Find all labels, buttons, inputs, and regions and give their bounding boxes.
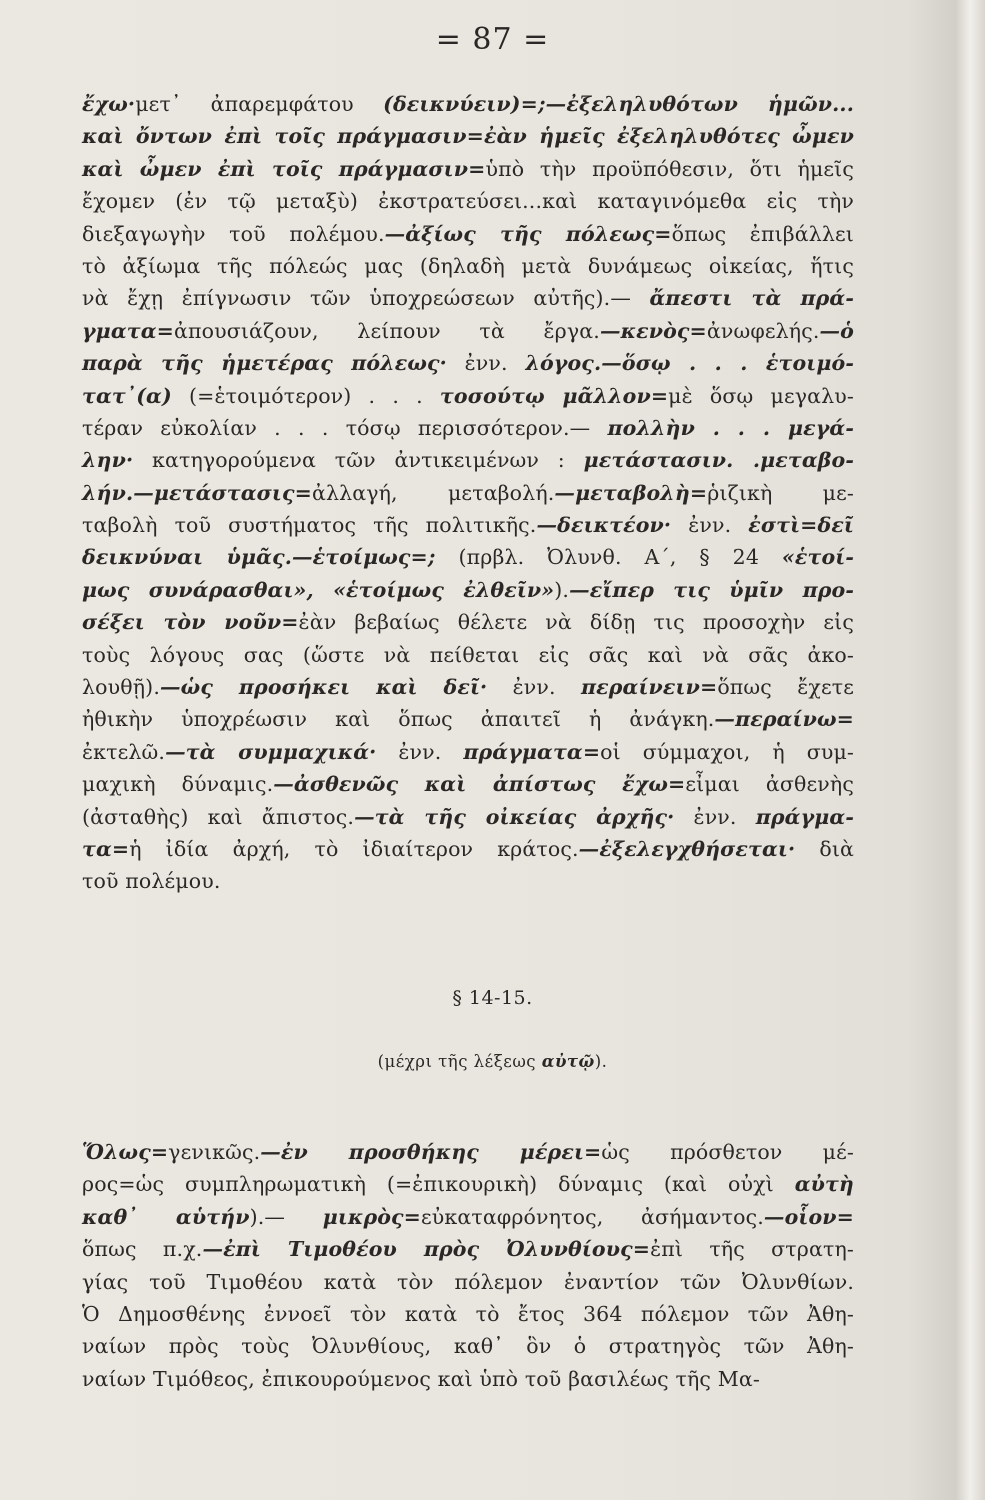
text-line [82, 1330, 854, 1362]
lemma-term: (δεικνύειν)=;—ἐξεληλυθότων ἡμῶν... [383, 92, 854, 116]
lemma-term: «ἑτοί- [781, 545, 854, 570]
text-line [82, 833, 854, 865]
text-line [82, 1266, 854, 1298]
text-line [82, 639, 854, 671]
lemma-term: —ἀξίως τῆς πόλεως= [384, 221, 672, 246]
gloss-text: λουθῇ). [82, 675, 160, 700]
text-line [82, 250, 854, 282]
gloss-text: τὸ ἀξίωμα τῆς πόλεώς μας (δηλαδὴ μετὰ δυνάμεως οἰκείας, ἥτις [82, 253, 854, 278]
gloss-text: Ὁ Δημοσθένης ἐννοεῖ τὸν κατὰ τὸ ἔτος 364 πόλεμον τῶν Ἀθη- [82, 1301, 854, 1326]
gloss-text: ὅπως ἐπιβάλλει [671, 221, 854, 246]
lemma-term: γματα= [82, 318, 174, 343]
gloss-text: ἐὰν βεβαίως θέλετε νὰ δίδῃ τις προσοχὴν εἰς [298, 610, 854, 635]
text-line [82, 1363, 854, 1395]
gloss-text: ὅπως ἔχετε [717, 675, 854, 700]
text-line [82, 1168, 854, 1200]
text-line [82, 120, 854, 152]
lemma-term: —μεταβολὴ= [554, 480, 708, 505]
lemma-term: —ἐξελεγχθήσεται· [578, 836, 796, 861]
lemma-term: πράγματα= [463, 739, 601, 764]
gloss-text: ). [554, 577, 570, 602]
lemma-term: μετάστασιν. .μεταβο- [583, 448, 854, 473]
lemma-term: λόγος.—ὅσῳ . . . ἑτοιμό- [525, 351, 855, 376]
text-line [82, 541, 854, 573]
lemma-term: καθ᾽ αὑτήν [82, 1204, 250, 1229]
page-number: = 87 = [435, 22, 550, 57]
gloss-text: ὅπως π.χ. [82, 1237, 203, 1262]
lemma-term: —εἴπερ τις ὑμῖν προ- [569, 577, 854, 602]
lemma-term: παρὰ τῆς ἡμετέρας πόλεως· [82, 351, 447, 376]
lemma-term: ἄπεστι τὰ πρά- [649, 286, 855, 311]
text-line [82, 1298, 854, 1330]
gloss-text: ῥιζικὴ με- [707, 480, 854, 505]
gloss-text: τοὺς λόγους σας (ὥστε νὰ πείθεται εἰς σᾶς καὶ νὰ σᾶς ἀκο- [82, 642, 854, 667]
text-line [82, 477, 854, 509]
gloss-text: ναίων Τιμόθεος, ἐπικουρούμενος καὶ ὑπὸ τοῦ βασιλέως τῆς Μα- [82, 1366, 760, 1391]
lemma-term: σέξει τὸν νοῦν= [82, 610, 299, 635]
gloss-text: ἐνν. [446, 351, 526, 376]
gloss-text: ρος=ὡς συμπληρωματικὴ (=ἐπικουρικὴ) δύναμις (καὶ οὐχὶ [82, 1172, 795, 1197]
text-line [82, 1201, 854, 1233]
lemma-term: —κενὸς= [599, 318, 707, 343]
lemma-term: ἔχω· [82, 92, 136, 116]
commentary-paragraph-2 [82, 1136, 854, 1395]
lemma-term: μικρὸς= [322, 1204, 422, 1229]
gloss-text: (ἀσταθὴς) καὶ ἄπιστος. [82, 804, 355, 829]
lemma-term: λήν.—μετάστασις= [82, 480, 312, 505]
lemma-term: τατ᾽(α) [82, 383, 172, 408]
text-line [82, 347, 854, 379]
gloss-text: ἠθικὴν ὑποχρέωσιν καὶ ὅπως ἀπαιτεῖ ἡ ἀνάγκη. [82, 707, 715, 732]
text-line [82, 444, 854, 476]
text-line [82, 736, 854, 768]
section-subtitle-keyword: αὐτῷ [541, 1052, 595, 1071]
lemma-term: —τὰ συμμαχικά· [165, 739, 377, 764]
text-line [82, 185, 854, 217]
commentary-paragraph-1 [82, 88, 854, 898]
gloss-text: μαχικὴ δύναμις. [82, 772, 274, 797]
text-line [82, 1136, 854, 1168]
gloss-text: κατηγορούμενα τῶν ἀντικειμένων : [133, 448, 584, 473]
section-subtitle-post: ). [594, 1052, 608, 1071]
gloss-text: (πρβλ. Ὀλυνθ. Α΄, § 24 [435, 545, 782, 570]
lemma-term: τοσούτῳ μᾶλλον= [439, 383, 669, 408]
lemma-term: καὶ ὦμεν ἐπὶ τοῖς πράγμασιν= [82, 156, 486, 181]
gloss-text: ἐνν. [671, 513, 749, 538]
text-line [82, 671, 854, 703]
lemma-term: μως συνάρασθαι», «ἑτοίμως ἐλθεῖν» [82, 577, 555, 602]
section-subtitle-pre: (μέχρι τῆς λέξεως [377, 1052, 542, 1071]
text-line [82, 282, 854, 314]
lemma-term: —περαίνω= [714, 707, 854, 732]
gloss-text: ὡς πρόσθετον μέ- [601, 1140, 854, 1164]
gloss-text: εὐκαταφρόνητος, ἀσήμαντος. [421, 1204, 764, 1229]
gloss-text: ἀπουσιάζουν, λείπουν τὰ ἔργα. [173, 318, 600, 343]
lemma-term: —ὡς προσήκει καὶ δεῖ· [160, 675, 488, 700]
gloss-text: (=ἑτοιμότερον) . . . [171, 383, 440, 408]
lemma-term: Ὅλως= [82, 1140, 169, 1164]
gloss-text: ἐκτελῶ. [82, 739, 166, 764]
gloss-text: ἀλλαγή, μεταβολή. [311, 480, 555, 505]
gloss-text: εἶμαι ἀσθενὴς [685, 772, 854, 797]
text-line [82, 606, 854, 638]
lemma-term: πολλὴν . . . μεγά- [607, 415, 854, 440]
text-line [82, 768, 854, 800]
gloss-text: τοῦ πολέμου. [82, 869, 221, 894]
gloss-text: ἐπὶ τῆς στρατη- [650, 1237, 854, 1262]
text-line [82, 153, 854, 185]
lemma-term: —ἀσθενῶς καὶ ἀπίστως ἔχω= [273, 772, 686, 797]
gloss-text: μὲ ὅσῳ μεγαλυ- [668, 383, 854, 408]
gloss-text: νὰ ἔχῃ ἐπίγνωσιν τῶν ὑποχρεώσεων αὐτῆς).— [82, 286, 650, 311]
gloss-text: τέραν εὐκολίαν . . . τόσῳ περισσότερον.— [82, 415, 608, 440]
lemma-term: πράγμα- [755, 804, 854, 829]
section-title: § 14-15. [452, 987, 533, 1009]
text-line [82, 412, 854, 444]
section-subtitle [0, 1052, 985, 1071]
gloss-text: ταβολὴ τοῦ συστήματος τῆς πολιτικῆς. [82, 513, 537, 538]
text-line [82, 509, 854, 541]
lemma-term: —δεικτέον· [536, 513, 672, 538]
gloss-text: ἔχομεν (ἐν τῷ μεταξὺ) ἐκστρατεύσει...καὶ καταγινόμεθα εἰς τὴν [82, 189, 854, 214]
gloss-text: γίας τοῦ Τιμοθέου κατὰ τὸν πόλεμον ἐναντίον τῶν Ὀλυνθίων. [82, 1269, 854, 1294]
gloss-text: ναίων πρὸς τοὺς Ὀλυνθίους, καθ᾽ ὃν ὁ στρατηγὸς τῶν Ἀθη- [82, 1334, 854, 1359]
lemma-term: καὶ ὄντων ἐπὶ τοῖς πράγμασιν=ἐὰν ἡμεῖς ἐξεληλυθότες ὦμεν [82, 124, 854, 149]
lemma-term: —ἐπὶ Τιμοθέου πρὸς Ὀλυνθίους= [202, 1237, 651, 1262]
text-line [82, 88, 854, 120]
text-line [82, 865, 854, 897]
lemma-term: —τὰ τῆς οἰκείας ἀρχῆς· [354, 804, 675, 829]
gloss-text: ἡ ἰδία ἀρχή, τὸ ἰδιαίτερον κράτος. [129, 836, 579, 861]
gloss-text: μετ᾽ ἀπαρεμφάτου [135, 92, 384, 116]
lemma-term: περαίνειν= [581, 675, 718, 700]
lemma-term: τα= [82, 836, 130, 861]
text-line [82, 380, 854, 412]
gloss-text: διεξαγωγὴν τοῦ πολέμου. [82, 221, 385, 246]
text-line [82, 703, 854, 735]
text-line [82, 801, 854, 833]
gloss-text: ἐνν. [674, 804, 756, 829]
gloss-text: γενικῶς. [168, 1140, 261, 1164]
lemma-term: —ἐν προσθήκης μέρει= [260, 1140, 602, 1164]
lemma-term: ἐστὶ=δεῖ [748, 513, 855, 538]
gloss-text: οἱ σύμμαχοι, ἡ συμ- [600, 739, 854, 764]
gloss-text: ).— [249, 1204, 323, 1229]
text-line [82, 574, 854, 606]
lemma-term: —οἷον= [763, 1204, 854, 1229]
gloss-text: ἐνν. [487, 675, 581, 700]
lemma-term: —ὁ [819, 318, 854, 343]
gloss-text: ὑπὸ τὴν προϋπόθεσιν, ὅτι ἡμεῖς [485, 156, 855, 181]
gloss-text: διὰ [795, 836, 855, 861]
gloss-text: ἐνν. [376, 739, 464, 764]
gloss-text: ἀνωφελής. [706, 318, 820, 343]
text-line [82, 315, 854, 347]
text-line [82, 1233, 854, 1265]
lemma-term: δεικνύναι ὑμᾶς.—ἑτοίμως=; [82, 545, 436, 570]
lemma-term: αὐτὴ [794, 1172, 854, 1197]
lemma-term: λην· [82, 448, 134, 473]
text-line [82, 218, 854, 250]
